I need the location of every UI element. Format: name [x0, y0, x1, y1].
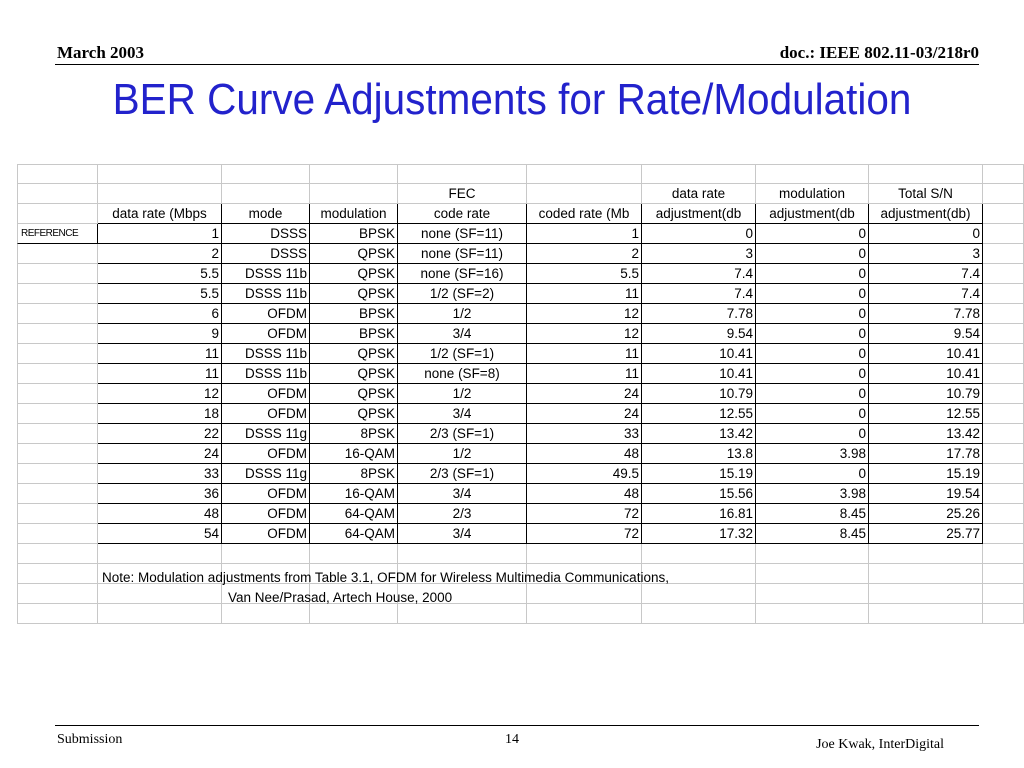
table-cell: 64-QAM [310, 504, 398, 524]
table-cell: none (SF=11) [398, 244, 527, 264]
table-cell: 12.55 [869, 404, 983, 424]
header-cell [17, 204, 98, 224]
table-cell: 0 [756, 244, 869, 264]
grid-cell [983, 484, 1024, 504]
table-cell: 1/2 [398, 304, 527, 324]
table-cell: 2 [527, 244, 642, 264]
table-cell: 9.54 [869, 324, 983, 344]
grid-cell [983, 364, 1024, 384]
header-cell [222, 184, 310, 204]
table-cell: 16-QAM [310, 444, 398, 464]
grid-cell [17, 584, 98, 604]
table-cell: 36 [98, 484, 222, 504]
table-cell: 16.81 [642, 504, 756, 524]
table-cell: 3/4 [398, 404, 527, 424]
table-cell: DSSS 11b [222, 284, 310, 304]
table-cell: QPSK [310, 384, 398, 404]
table-cell: none (SF=8) [398, 364, 527, 384]
table-cell: QPSK [310, 244, 398, 264]
table-cell: 11 [98, 344, 222, 364]
table-cell: 24 [98, 444, 222, 464]
table-cell: 10.41 [869, 364, 983, 384]
table-cell: 1/2 [398, 444, 527, 464]
footer-divider [55, 725, 979, 726]
table-cell: BPSK [310, 304, 398, 324]
header-cell: Total S/N [869, 184, 983, 204]
table-cell: 6 [98, 304, 222, 324]
spreadsheet-table [17, 162, 1024, 627]
table-cell: 2 [98, 244, 222, 264]
table-cell: 1/2 (SF=2) [398, 284, 527, 304]
table-cell: 1 [98, 224, 222, 244]
table-cell [17, 264, 98, 284]
grid-cell [983, 224, 1024, 244]
table-cell: 0 [756, 344, 869, 364]
table-cell: 3.98 [756, 444, 869, 464]
table-cell: 54 [98, 524, 222, 544]
header-cell: modulation [310, 204, 398, 224]
grid-cell [983, 424, 1024, 444]
table-cell: 5.5 [98, 284, 222, 304]
table-cell: 17.32 [642, 524, 756, 544]
table-note-line-1: Note: Modulation adjustments from Table 3.1, OFDM for Wireless Multimedia Communications, [102, 570, 669, 585]
grid-cell [983, 524, 1024, 544]
grid-cell [869, 604, 983, 624]
table-cell: 8PSK [310, 424, 398, 444]
table-cell: 5.5 [98, 264, 222, 284]
header-cell: mode [222, 204, 310, 224]
table-cell: 10.79 [869, 384, 983, 404]
table-cell: 24 [527, 404, 642, 424]
grid-cell [983, 164, 1024, 184]
table-cell: none (SF=16) [398, 264, 527, 284]
header-date: March 2003 [57, 43, 145, 62]
table-cell: 3/4 [398, 524, 527, 544]
table-cell: OFDM [222, 504, 310, 524]
table-cell: DSSS 11b [222, 344, 310, 364]
grid-cell [17, 164, 98, 184]
table-cell: QPSK [310, 284, 398, 304]
table-cell: 2/3 (SF=1) [398, 424, 527, 444]
table-cell: 17.78 [869, 444, 983, 464]
footer-submission: Submission [57, 732, 123, 747]
header-cell: data rate (Mbps [98, 204, 222, 224]
grid-cell [983, 204, 1024, 224]
table-cell: REFERENCE [17, 224, 98, 244]
table-cell: OFDM [222, 484, 310, 504]
table-cell: OFDM [222, 324, 310, 344]
table-cell: 18 [98, 404, 222, 424]
table-cell: 9 [98, 324, 222, 344]
header-doc-id: doc.: IEEE 802.11-03/218r0 [779, 43, 979, 62]
table-cell: OFDM [222, 304, 310, 324]
table-cell [17, 404, 98, 424]
grid-cell [756, 584, 869, 604]
table-cell: DSSS 11g [222, 424, 310, 444]
table-note-line-2: Van Nee/Prasad, Artech House, 2000 [228, 590, 453, 605]
grid-cell [98, 164, 222, 184]
grid-cell [17, 604, 98, 624]
table-cell: 12 [98, 384, 222, 404]
table-cell: 0 [869, 224, 983, 244]
table-cell: none (SF=11) [398, 224, 527, 244]
table-cell: 0 [756, 264, 869, 284]
table-cell: 7.78 [869, 304, 983, 324]
table-cell: 0 [756, 284, 869, 304]
table-cell: 72 [527, 524, 642, 544]
grid-cell [398, 544, 527, 564]
grid-cell [869, 584, 983, 604]
table-cell: 48 [98, 504, 222, 524]
grid-cell [642, 164, 756, 184]
table-cell: 12.55 [642, 404, 756, 424]
table-cell: 3 [869, 244, 983, 264]
grid-cell [983, 304, 1024, 324]
grid-cell [983, 604, 1024, 624]
table-cell: 15.19 [869, 464, 983, 484]
table-cell [17, 484, 98, 504]
grid-cell [642, 604, 756, 624]
table-cell: QPSK [310, 264, 398, 284]
grid-cell [642, 584, 756, 604]
grid-cell [983, 264, 1024, 284]
grid-cell [98, 584, 222, 604]
header-cell: modulation [756, 184, 869, 204]
table-cell: 33 [527, 424, 642, 444]
grid-cell [983, 464, 1024, 484]
grid-cell [756, 604, 869, 624]
table-cell: 10.41 [869, 344, 983, 364]
grid-cell [527, 164, 642, 184]
table-cell: 64-QAM [310, 524, 398, 544]
table-cell: 13.42 [869, 424, 983, 444]
table-cell: QPSK [310, 344, 398, 364]
table-cell [17, 304, 98, 324]
table-cell: 1/2 (SF=1) [398, 344, 527, 364]
grid-cell [756, 164, 869, 184]
grid-cell [222, 544, 310, 564]
table-cell: DSSS 11g [222, 464, 310, 484]
table-cell: 7.4 [642, 284, 756, 304]
table-cell: 9.54 [642, 324, 756, 344]
grid-cell [869, 544, 983, 564]
table-cell [17, 344, 98, 364]
table-cell: 7.4 [869, 284, 983, 304]
table-cell [17, 384, 98, 404]
table-cell: QPSK [310, 404, 398, 424]
table-cell: 15.56 [642, 484, 756, 504]
table-cell: 25.26 [869, 504, 983, 524]
table-cell: 5.5 [527, 264, 642, 284]
table-cell: 8PSK [310, 464, 398, 484]
table-cell: 19.54 [869, 484, 983, 504]
grid-cell [756, 564, 869, 584]
table-cell: DSSS [222, 224, 310, 244]
header-cell: code rate [398, 204, 527, 224]
table-cell: 12 [527, 324, 642, 344]
header-cell [17, 184, 98, 204]
grid-cell [527, 584, 642, 604]
table-cell: 0 [756, 304, 869, 324]
grid-cell [983, 384, 1024, 404]
header-cell [527, 184, 642, 204]
table-cell: 13.8 [642, 444, 756, 464]
grid-cell [527, 544, 642, 564]
table-cell: 11 [527, 364, 642, 384]
header-cell: coded rate (Mb [527, 204, 642, 224]
table-cell: 10.41 [642, 364, 756, 384]
table-cell: 72 [527, 504, 642, 524]
grid-cell [98, 604, 222, 624]
grid-cell [17, 544, 98, 564]
table-cell: 12 [527, 304, 642, 324]
table-cell: 0 [756, 424, 869, 444]
table-cell [17, 504, 98, 524]
grid-cell [983, 284, 1024, 304]
table-cell [17, 324, 98, 344]
table-cell: 8.45 [756, 504, 869, 524]
table-cell: DSSS [222, 244, 310, 264]
grid-cell [983, 444, 1024, 464]
grid-cell [983, 244, 1024, 264]
table-cell: 15.19 [642, 464, 756, 484]
table-cell: DSSS 11b [222, 364, 310, 384]
table-cell: BPSK [310, 224, 398, 244]
grid-cell [222, 604, 310, 624]
grid-cell [98, 544, 222, 564]
grid-cell [869, 164, 983, 184]
table-cell [17, 364, 98, 384]
table-cell: OFDM [222, 524, 310, 544]
table-cell: 3 [642, 244, 756, 264]
table-cell: OFDM [222, 404, 310, 424]
grid-cell [983, 584, 1024, 604]
table-cell: 25.77 [869, 524, 983, 544]
grid-cell [983, 344, 1024, 364]
footer-author: Joe Kwak, InterDigital [816, 737, 944, 752]
table-cell: 1 [527, 224, 642, 244]
table-cell: 1/2 [398, 384, 527, 404]
table-cell: 13.42 [642, 424, 756, 444]
grid-cell [983, 504, 1024, 524]
table-cell: 7.4 [642, 264, 756, 284]
table-cell: BPSK [310, 324, 398, 344]
grid-cell [17, 564, 98, 584]
grid-cell [983, 544, 1024, 564]
table-cell [17, 244, 98, 264]
table-cell: 10.79 [642, 384, 756, 404]
table-cell: 11 [98, 364, 222, 384]
header-cell: FEC [398, 184, 527, 204]
table-cell [17, 444, 98, 464]
grid-cell [398, 604, 527, 624]
grid-cell [983, 564, 1024, 584]
table-cell: 8.45 [756, 524, 869, 544]
table-cell: 3.98 [756, 484, 869, 504]
table-cell: 24 [527, 384, 642, 404]
table-cell: 33 [98, 464, 222, 484]
footer-page-number: 14 [505, 732, 519, 747]
table-cell: 16-QAM [310, 484, 398, 504]
header-cell: adjustment(db [756, 204, 869, 224]
table-cell: 10.41 [642, 344, 756, 364]
table-cell: 22 [98, 424, 222, 444]
header-cell [310, 184, 398, 204]
table-cell: 11 [527, 344, 642, 364]
table-cell [17, 424, 98, 444]
grid-cell [642, 544, 756, 564]
header-cell: data rate [642, 184, 756, 204]
table-cell [17, 464, 98, 484]
table-cell [17, 524, 98, 544]
grid-cell [756, 544, 869, 564]
table-cell: 0 [756, 224, 869, 244]
grid-cell [983, 324, 1024, 344]
slide-title: BER Curve Adjustments for Rate/Modulation [112, 75, 912, 124]
table-cell: DSSS 11b [222, 264, 310, 284]
table-cell: 0 [756, 464, 869, 484]
table-cell: OFDM [222, 444, 310, 464]
grid-cell [310, 604, 398, 624]
table-cell: 2/3 (SF=1) [398, 464, 527, 484]
table-cell: 0 [642, 224, 756, 244]
table-cell: 49.5 [527, 464, 642, 484]
table-cell: 0 [756, 404, 869, 424]
header-cell [98, 184, 222, 204]
grid-cell [398, 164, 527, 184]
table-cell: 2/3 [398, 504, 527, 524]
grid-cell [527, 604, 642, 624]
table-cell: OFDM [222, 384, 310, 404]
header-cell: adjustment(db) [869, 204, 983, 224]
table-cell: 0 [756, 324, 869, 344]
table-cell: 3/4 [398, 484, 527, 504]
grid-cell [983, 404, 1024, 424]
table-cell: 7.78 [642, 304, 756, 324]
table-cell: 48 [527, 444, 642, 464]
table-cell: 3/4 [398, 324, 527, 344]
table-cell [17, 284, 98, 304]
header-cell: adjustment(db [642, 204, 756, 224]
table-cell: 11 [527, 284, 642, 304]
grid-cell [869, 564, 983, 584]
table-cell: 0 [756, 364, 869, 384]
table-cell: 48 [527, 484, 642, 504]
table-cell: 0 [756, 384, 869, 404]
grid-cell [310, 544, 398, 564]
grid-cell [310, 164, 398, 184]
grid-cell [983, 184, 1024, 204]
header-divider [55, 64, 979, 65]
table-cell: QPSK [310, 364, 398, 384]
table-cell: 7.4 [869, 264, 983, 284]
grid-cell [222, 164, 310, 184]
